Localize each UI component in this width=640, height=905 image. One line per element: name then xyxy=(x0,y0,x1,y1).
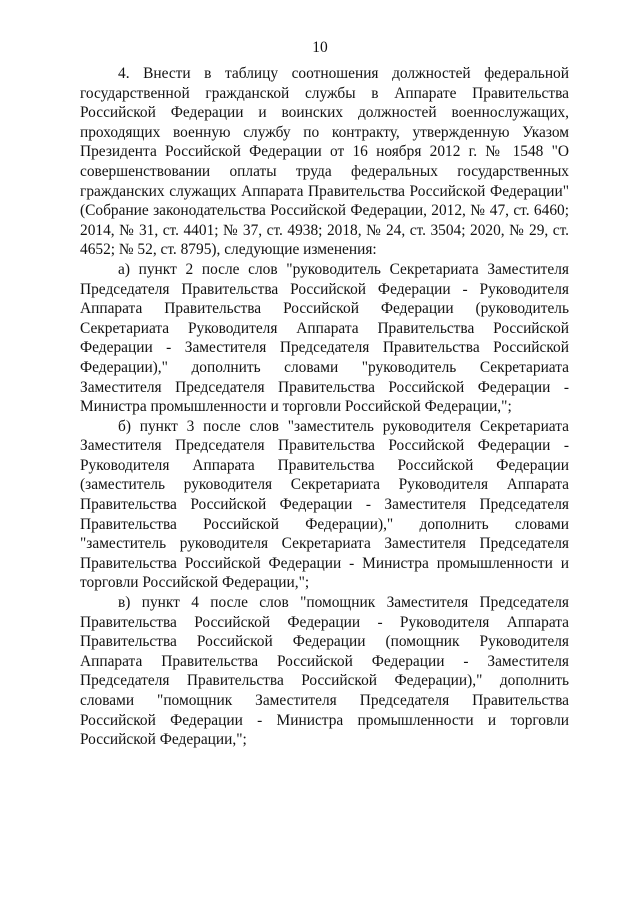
paragraph-item-4: 4. Внести в таблицу соотношения должностей федеральной государственной гражданской службы в Аппарате Правительства Российской Федерации и воинских должностей военнослужащих, проходящих военную службу по контракту, утвержденную Указом Президента Российской Федерации от 16 ноября 2012 г. № 1548 "О совершенствовании оплаты труда федеральных государственных гражданских служащих Аппарата Правительства Российской Федерации" (Собрание законодательства Российской Федерации, 2012, № 47, ст. 6460; 2014, № 31, ст. 4401; № 37, ст. 4938; 2018, № 24, ст. 3504; 2020, № 29, ст. 4652; № 52, ст. 8795), следующие изменения: xyxy=(80,65,569,259)
paragraph-subitem-a: а) пункт 2 после слов "руководитель Секретариата Заместителя Председателя Правительства Российской Федерации - Руководителя Аппарата Правительства Российской Федерации (руководитель Секретариата Руководителя Аппарата Правительства Российской Федерации - Заместителя Председателя Правительства Российской Федерации)," дополнить словами "руководитель Секретариата Заместителя Председателя Правительства Российской Федерации - Министра промышленности и торговли Российской Федерации,"; xyxy=(80,260,569,416)
paragraph-subitem-b: б) пункт 3 после слов "заместитель руководителя Секретариата Заместителя Председателя Правительства Российской Федерации - Руководителя Аппарата Правительства Российской Федерации (заместитель руководителя Секретариата Руководителя Аппарата Правительства Российской Федерации - Заместителя Председателя Правительства Российской Федерации)," дополнить словами "заместитель руководителя Секретариата Заместителя Председателя Правительства Российской Федерации - Министра промышленности и торговли Российской Федерации,"; xyxy=(80,417,569,592)
page-number: 10 xyxy=(312,39,328,56)
document-body xyxy=(80,64,569,750)
paragraph-subitem-v: в) пункт 4 после слов "помощник Заместителя Председателя Правительства Российской Федерации - Руководителя Аппарата Правительства Российской Федерации (помощник Руководителя Аппарата Правительства Российской Федерации - Заместителя Председателя Правительства Российской Федерации)," дополнить словами "помощник Заместителя Председателя Правительства Российской Федерации - Министра промышленности и торговли Российской Федерации,"; xyxy=(80,594,569,749)
